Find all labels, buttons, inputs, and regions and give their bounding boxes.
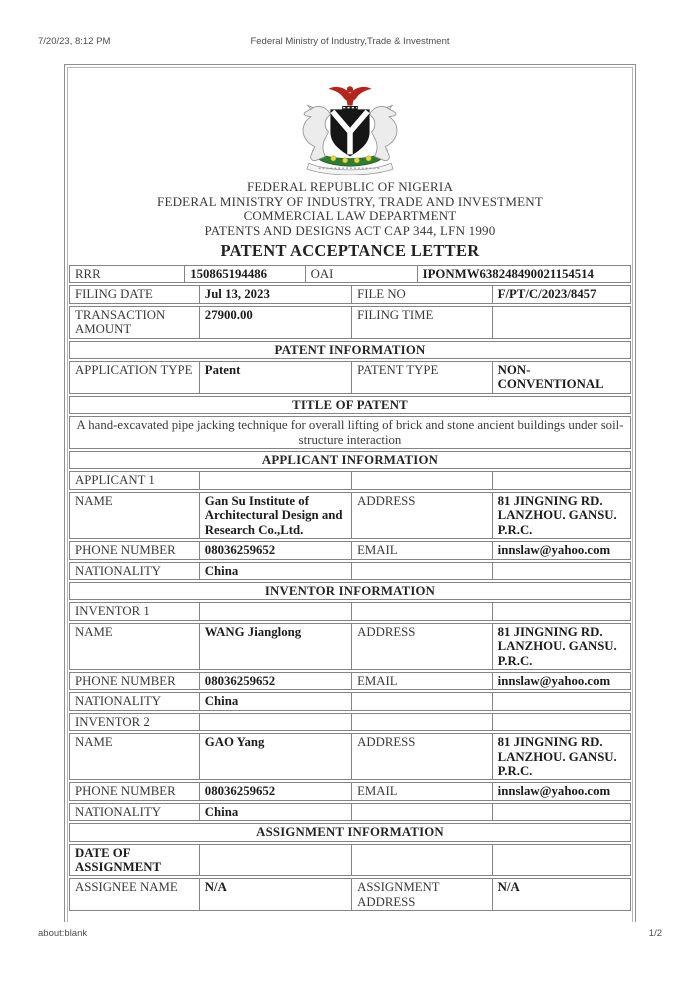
field-label: FILE NO: [351, 286, 492, 302]
document-title: PATENT ACCEPTANCE LETTER: [220, 241, 480, 260]
field-label: EMAIL: [351, 542, 492, 558]
field-label: TRANSACTION AMOUNT: [75, 307, 166, 337]
patent-table: [69, 265, 631, 911]
org-line: FEDERAL REPUBLIC OF NIGERIA: [246, 179, 454, 194]
field-value: 08036259652: [199, 673, 351, 689]
patent-title-row: [69, 416, 631, 449]
field-value: [492, 804, 630, 820]
field-value: [492, 845, 630, 876]
print-header: [0, 36, 700, 50]
field-value: China: [199, 693, 351, 709]
field-label: [351, 603, 492, 619]
document-inner-frame: [67, 67, 633, 922]
field-value: N/A: [199, 879, 351, 910]
table-row: [69, 803, 631, 821]
org-line: FEDERAL MINISTRY OF INDUSTRY, TRADE AND INVESTMENT: [157, 193, 543, 209]
print-doc-title: Federal Ministry of Industry,Trade & Investment: [250, 36, 450, 47]
field-value: [199, 714, 351, 730]
org-line: COMMERCIAL LAW DEPARTMENT: [243, 208, 457, 223]
table-row: [69, 492, 631, 539]
field-value: [492, 693, 630, 709]
patent-title-text: A hand-excavated pipe jacking technique for overall lifting of brick and stone ancient buildings under soil-structure interaction: [76, 418, 624, 447]
field-label: ADDRESS: [351, 624, 492, 669]
section-header-row: [69, 582, 631, 600]
field-label: PHONE NUMBER: [75, 543, 176, 558]
field-value: [492, 563, 630, 579]
field-label: NAME: [75, 735, 113, 750]
field-value: IPONMW638248490021154514: [417, 266, 630, 282]
print-timestamp: 7/20/23, 8:12 PM: [38, 36, 111, 47]
field-label: INVENTOR 1: [75, 604, 150, 619]
letterhead: [69, 180, 631, 260]
field-value: NON-CONVENTIONAL: [492, 362, 630, 393]
field-label: [351, 472, 492, 488]
field-value: [492, 307, 630, 338]
field-value: GAO Yang: [199, 734, 351, 779]
field-label: FILING TIME: [351, 307, 492, 338]
field-label: [351, 563, 492, 579]
field-label: ADDRESS: [351, 493, 492, 538]
field-label: INVENTOR 2: [75, 714, 150, 729]
field-label: PATENT TYPE: [351, 362, 492, 393]
field-value: [492, 714, 630, 730]
field-value: [492, 472, 630, 488]
table-row: [69, 602, 631, 620]
field-value: Jul 13, 2023: [199, 286, 351, 302]
field-label: [351, 714, 492, 730]
field-value: innslaw@yahoo.com: [492, 542, 630, 558]
field-label: APPLICATION TYPE: [75, 363, 193, 378]
table-row: [69, 285, 631, 303]
field-label: [351, 804, 492, 820]
section-title: PATENT INFORMATION: [274, 342, 426, 357]
field-value: [199, 603, 351, 619]
field-label: PHONE NUMBER: [75, 673, 176, 688]
field-value: [199, 472, 351, 488]
field-label: NATIONALITY: [75, 563, 162, 578]
section-header-row: [69, 451, 631, 469]
print-page-indicator: 1/2: [648, 928, 662, 939]
field-label: NAME: [75, 624, 113, 639]
table-row: [69, 782, 631, 800]
table-row: [69, 306, 631, 339]
section-title: APPLICANT INFORMATION: [261, 453, 439, 468]
field-value: innslaw@yahoo.com: [492, 783, 630, 799]
field-value: WANG Jianglong: [199, 624, 351, 669]
field-label: ASSIGNEE NAME: [75, 880, 178, 895]
field-label: [351, 693, 492, 709]
field-value: F/PT/C/2023/8457: [492, 286, 630, 302]
table-row: [69, 692, 631, 710]
field-value: 150865194486: [184, 266, 304, 282]
section-header-row: [69, 341, 631, 359]
field-value: 08036259652: [199, 542, 351, 558]
section-header-row: [69, 823, 631, 841]
print-footer: [38, 928, 662, 939]
field-value: [199, 845, 351, 876]
field-label: EMAIL: [351, 673, 492, 689]
field-label: NATIONALITY: [75, 804, 162, 819]
field-value: Patent: [199, 362, 351, 393]
field-label: [351, 845, 492, 876]
field-value: N/A: [492, 879, 630, 910]
field-label: FILING DATE: [75, 287, 153, 302]
print-source-url: about:blank: [38, 928, 88, 939]
table-row: [69, 844, 631, 877]
table-row: [69, 713, 631, 731]
patent-letter-document: [64, 64, 636, 922]
field-value: 81 JINGNING RD. LANZHOU. GANSU. P.R.C.: [492, 493, 630, 538]
field-label: DATE OF ASSIGNMENT: [75, 845, 162, 874]
field-label: EMAIL: [351, 783, 492, 799]
field-value: 81 JINGNING RD. LANZHOU. GANSU. P.R.C.: [492, 624, 630, 669]
field-value: 27900.00: [199, 307, 351, 338]
table-row: [69, 361, 631, 394]
field-label: ADDRESS: [351, 734, 492, 779]
field-value: China: [199, 563, 351, 579]
field-label: NAME: [75, 493, 113, 508]
section-header-row: [69, 396, 631, 414]
field-label: NATIONALITY: [75, 694, 162, 709]
field-label: RRR: [75, 267, 101, 281]
table-row: [69, 471, 631, 489]
section-title: ASSIGNMENT INFORMATION: [256, 825, 444, 840]
field-value: 08036259652: [199, 783, 351, 799]
table-row: [69, 562, 631, 580]
table-row: [69, 541, 631, 559]
field-value: [492, 603, 630, 619]
table-row: [69, 878, 631, 911]
field-value: China: [199, 804, 351, 820]
field-value: 81 JINGNING RD. LANZHOU. GANSU. P.R.C.: [492, 734, 630, 779]
table-row: [69, 265, 631, 283]
org-line: PATENTS AND DESIGNS ACT CAP 344, LFN 1990: [204, 222, 496, 238]
nigeria-coat-of-arms-icon: [290, 81, 410, 175]
section-title: TITLE OF PATENT: [292, 397, 408, 412]
field-value: innslaw@yahoo.com: [492, 673, 630, 689]
field-label: APPLICANT 1: [75, 473, 155, 488]
table-row: [69, 672, 631, 690]
table-row: [69, 733, 631, 780]
field-label: PHONE NUMBER: [75, 784, 176, 799]
field-value: Gan Su Institute of Architectural Design and Research Co.,Ltd.: [199, 493, 351, 538]
table-row: [69, 623, 631, 670]
field-label: OAI: [305, 266, 417, 282]
field-label: ASSIGNMENT ADDRESS: [351, 879, 492, 910]
section-title: INVENTOR INFORMATION: [264, 583, 436, 598]
